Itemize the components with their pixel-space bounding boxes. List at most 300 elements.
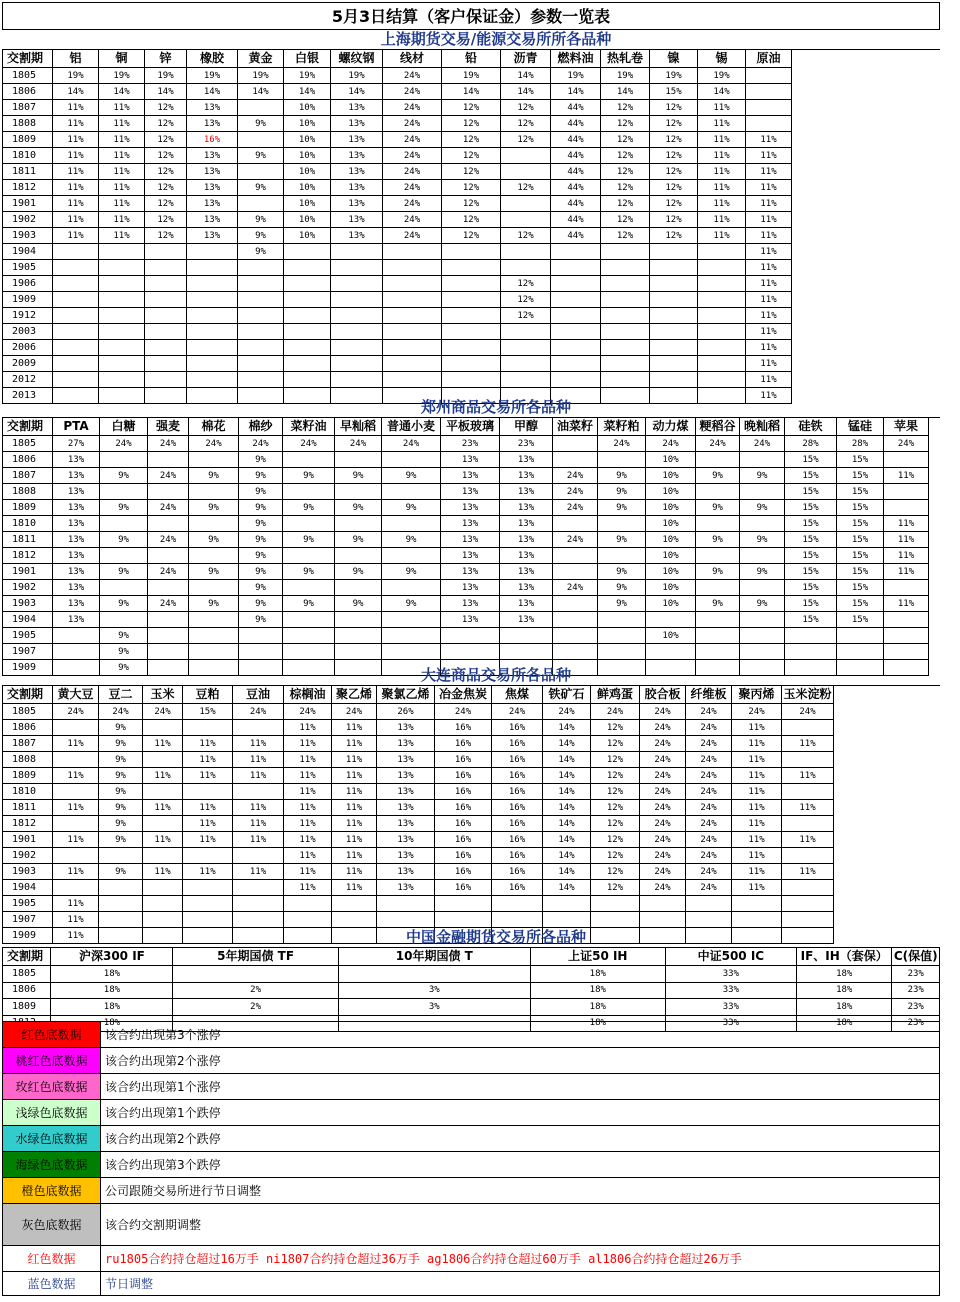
margin-cell: 9% [238, 228, 284, 244]
margin-cell: 11% [746, 276, 792, 292]
table-row [3, 704, 834, 720]
margin-cell: 11% [732, 848, 782, 864]
legend-row [3, 1272, 940, 1296]
legend-row [3, 1022, 940, 1048]
legend-description: 该合约交割期调整 [101, 1204, 940, 1246]
margin-cell [238, 340, 284, 356]
table-row [3, 800, 834, 816]
margin-cell: 16% [492, 752, 543, 768]
delivery-period: 1909 [3, 292, 53, 308]
table-row [3, 548, 929, 564]
margin-cell [383, 340, 442, 356]
margin-cell [100, 516, 148, 532]
margin-cell: 13% [187, 196, 238, 212]
margin-cell: 19% [601, 68, 650, 84]
margin-cell: 12% [591, 832, 640, 848]
margin-cell: 9% [598, 500, 646, 516]
margin-cell [183, 784, 233, 800]
legend-description: 该合约出现第2个跌停 [101, 1126, 940, 1152]
margin-cell: 33% [665, 966, 796, 983]
margin-cell [501, 340, 551, 356]
column-header: 铁矿石 [543, 686, 591, 704]
margin-cell [331, 324, 383, 340]
margin-cell: 24% [686, 768, 732, 784]
margin-cell [442, 292, 501, 308]
legend-description: 公司跟随交易所进行节日调整 [101, 1178, 940, 1204]
margin-cell: 11% [233, 800, 284, 816]
margin-cell: 9% [382, 532, 441, 548]
margin-cell: 9% [99, 816, 143, 832]
margin-cell: 11% [732, 720, 782, 736]
delivery-period: 1902 [3, 580, 53, 596]
margin-cell: 11% [732, 880, 782, 896]
shfe-margin-table [2, 30, 792, 404]
margin-cell [782, 784, 834, 800]
margin-cell: 10% [646, 596, 696, 612]
margin-cell: 16% [435, 800, 492, 816]
margin-cell [650, 308, 698, 324]
margin-cell: 11% [99, 116, 145, 132]
margin-cell [698, 244, 746, 260]
margin-cell [53, 752, 99, 768]
margin-cell [284, 356, 331, 372]
margin-cell [500, 644, 553, 660]
margin-cell: 28% [785, 436, 837, 452]
table-row [3, 356, 792, 372]
delivery-period: 1812 [3, 180, 53, 196]
margin-cell: 24% [640, 704, 686, 720]
margin-cell [543, 896, 591, 912]
margin-cell: 11% [183, 832, 233, 848]
margin-cell: 11% [332, 832, 377, 848]
column-header: 镍 [650, 50, 698, 68]
margin-cell [551, 340, 601, 356]
margin-cell: 12% [442, 100, 501, 116]
margin-cell: 44% [551, 228, 601, 244]
legend-swatch: 海绿色底数据 [3, 1152, 101, 1178]
margin-cell: 9% [238, 212, 284, 228]
cffex-section [2, 928, 940, 1029]
legend-row [3, 1178, 940, 1204]
margin-cell: 15% [837, 452, 884, 468]
margin-cell: 11% [332, 736, 377, 752]
margin-cell: 9% [239, 564, 283, 580]
margin-cell: 44% [551, 116, 601, 132]
table-row [3, 720, 834, 736]
margin-cell [189, 580, 239, 596]
margin-cell: 12% [145, 228, 187, 244]
column-header: 玉米淀粉 [782, 686, 834, 704]
column-header: 菜籽油 [283, 418, 335, 436]
margin-cell [492, 896, 543, 912]
margin-cell [442, 372, 501, 388]
margin-cell [148, 628, 189, 644]
margin-cell: 16% [435, 768, 492, 784]
margin-cell: 12% [442, 180, 501, 196]
column-header: 上证50 IH [530, 948, 665, 966]
margin-cell: 9% [740, 564, 785, 580]
margin-cell: 13% [53, 452, 100, 468]
margin-cell [696, 516, 740, 532]
margin-cell: 24% [383, 116, 442, 132]
margin-cell [696, 548, 740, 564]
delivery-period: 1806 [3, 84, 53, 100]
margin-cell: 11% [698, 180, 746, 196]
czce-margin-table [2, 398, 929, 676]
margin-cell [650, 372, 698, 388]
margin-cell: 10% [284, 196, 331, 212]
margin-cell: 24% [383, 68, 442, 84]
margin-cell: 14% [543, 768, 591, 784]
margin-cell: 14% [543, 832, 591, 848]
margin-cell [382, 484, 441, 500]
margin-cell: 13% [441, 596, 500, 612]
margin-cell: 24% [686, 880, 732, 896]
delivery-period: 1812 [3, 816, 53, 832]
margin-cell: 11% [183, 736, 233, 752]
margin-cell [553, 644, 598, 660]
margin-cell [145, 324, 187, 340]
margin-cell: 13% [500, 516, 553, 532]
margin-cell: 13% [53, 564, 100, 580]
margin-cell [284, 340, 331, 356]
margin-cell: 14% [543, 736, 591, 752]
margin-cell: 11% [284, 848, 332, 864]
margin-cell: 18% [796, 982, 892, 999]
dce-margin-table [2, 666, 834, 944]
margin-cell: 11% [746, 292, 792, 308]
margin-cell [740, 644, 785, 660]
margin-cell [640, 912, 686, 928]
margin-cell: 13% [331, 100, 383, 116]
column-header: 燃料油 [551, 50, 601, 68]
margin-cell: 9% [99, 736, 143, 752]
margin-cell [284, 244, 331, 260]
margin-cell: 11% [698, 148, 746, 164]
margin-cell [746, 68, 792, 84]
margin-cell: 24% [696, 436, 740, 452]
margin-cell: 11% [332, 784, 377, 800]
margin-cell: 14% [543, 848, 591, 864]
margin-cell [143, 816, 183, 832]
margin-cell: 18% [796, 999, 892, 1016]
margin-cell [543, 912, 591, 928]
delivery-period: 1907 [3, 912, 53, 928]
legend-row [3, 1074, 940, 1100]
margin-cell [283, 484, 335, 500]
margin-cell: 13% [53, 516, 100, 532]
margin-cell: 9% [696, 468, 740, 484]
table-row [3, 752, 834, 768]
table-row [3, 452, 929, 468]
margin-cell: 9% [335, 564, 382, 580]
margin-cell: 11% [53, 928, 99, 944]
margin-cell [238, 308, 284, 324]
margin-cell: 24% [640, 816, 686, 832]
column-header: 铅 [442, 50, 501, 68]
table-row [3, 896, 834, 912]
margin-cell: 9% [238, 148, 284, 164]
margin-cell [189, 548, 239, 564]
delivery-period: 1811 [3, 532, 53, 548]
margin-cell [335, 644, 382, 660]
margin-cell: 19% [650, 68, 698, 84]
margin-cell [53, 260, 99, 276]
margin-cell: 2% [173, 999, 338, 1016]
margin-cell: 12% [145, 132, 187, 148]
margin-cell: 11% [732, 816, 782, 832]
margin-cell: 11% [233, 752, 284, 768]
margin-cell: 9% [99, 832, 143, 848]
delivery-period: 1808 [3, 484, 53, 500]
margin-cell [145, 340, 187, 356]
margin-cell: 9% [239, 596, 283, 612]
margin-cell [238, 276, 284, 292]
margin-cell [148, 548, 189, 564]
margin-cell: 9% [696, 532, 740, 548]
margin-cell [283, 516, 335, 532]
column-header: PTA [53, 418, 100, 436]
margin-cell [53, 720, 99, 736]
margin-cell [148, 612, 189, 628]
margin-cell: 13% [53, 532, 100, 548]
margin-cell: 9% [100, 564, 148, 580]
margin-cell: 9% [238, 116, 284, 132]
margin-cell: 14% [501, 84, 551, 100]
margin-cell [284, 292, 331, 308]
margin-cell: 15% [785, 612, 837, 628]
margin-cell: 11% [53, 164, 99, 180]
margin-cell [284, 308, 331, 324]
margin-cell [501, 164, 551, 180]
margin-cell: 12% [442, 196, 501, 212]
table-row [3, 966, 940, 983]
delivery-period: 1905 [3, 260, 53, 276]
margin-cell: 16% [492, 864, 543, 880]
margin-cell [601, 308, 650, 324]
margin-cell: 12% [442, 212, 501, 228]
margin-cell: 11% [332, 800, 377, 816]
margin-cell: 9% [598, 484, 646, 500]
margin-cell: 15% [785, 596, 837, 612]
margin-cell [239, 628, 283, 644]
margin-cell: 11% [53, 832, 99, 848]
margin-cell [884, 484, 929, 500]
margin-cell: 16% [435, 864, 492, 880]
table-row [3, 84, 792, 100]
margin-cell [441, 628, 500, 644]
column-header: 油菜籽 [553, 418, 598, 436]
legend-description: 节日调整 [101, 1272, 940, 1296]
margin-cell [782, 880, 834, 896]
margin-cell: 10% [646, 580, 696, 596]
margin-cell: 13% [441, 564, 500, 580]
margin-cell: 24% [383, 196, 442, 212]
margin-cell: 15% [785, 516, 837, 532]
column-header: 中证500 IC [665, 948, 796, 966]
margin-cell: 13% [187, 180, 238, 196]
margin-cell: 9% [283, 468, 335, 484]
legend-table [2, 1021, 940, 1296]
margin-cell [884, 500, 929, 516]
margin-cell: 13% [187, 148, 238, 164]
margin-cell: 13% [377, 864, 435, 880]
margin-cell: 9% [598, 580, 646, 596]
column-header: 聚氯乙烯 [377, 686, 435, 704]
margin-cell: 16% [187, 132, 238, 148]
margin-cell [740, 452, 785, 468]
margin-cell: 11% [746, 132, 792, 148]
delivery-period: 1901 [3, 196, 53, 212]
margin-cell: 13% [331, 180, 383, 196]
margin-cell [148, 452, 189, 468]
margin-cell: 11% [284, 768, 332, 784]
margin-cell [698, 260, 746, 276]
column-header: 黄大豆 [53, 686, 99, 704]
margin-cell: 13% [53, 468, 100, 484]
margin-cell [650, 340, 698, 356]
margin-cell: 16% [492, 832, 543, 848]
margin-cell [99, 292, 145, 308]
table-row [3, 164, 792, 180]
margin-cell [187, 372, 238, 388]
column-header: 铜 [99, 50, 145, 68]
margin-cell: 11% [884, 468, 929, 484]
margin-cell: 15% [837, 516, 884, 532]
margin-cell: 12% [601, 196, 650, 212]
margin-cell [782, 896, 834, 912]
margin-cell: 13% [500, 532, 553, 548]
margin-cell: 15% [785, 580, 837, 596]
margin-cell: 24% [553, 580, 598, 596]
margin-cell: 24% [383, 180, 442, 196]
margin-cell [601, 276, 650, 292]
margin-cell: 11% [284, 880, 332, 896]
margin-cell: 9% [696, 596, 740, 612]
delivery-period: 1904 [3, 612, 53, 628]
margin-cell: 24% [383, 100, 442, 116]
margin-cell: 11% [884, 516, 929, 532]
margin-cell [698, 292, 746, 308]
margin-cell: 24% [99, 704, 143, 720]
margin-cell [732, 896, 782, 912]
margin-cell: 12% [601, 164, 650, 180]
margin-cell: 19% [238, 68, 284, 84]
margin-cell: 24% [148, 436, 189, 452]
margin-cell: 9% [598, 596, 646, 612]
column-header: 锰硅 [837, 418, 884, 436]
margin-cell: 24% [640, 768, 686, 784]
margin-cell: 18% [796, 1015, 892, 1032]
margin-cell: 13% [187, 228, 238, 244]
margin-cell [189, 612, 239, 628]
table-row [3, 564, 929, 580]
margin-cell [650, 244, 698, 260]
table-row [3, 982, 940, 999]
margin-cell: 11% [698, 116, 746, 132]
cffex-margin-table [2, 928, 940, 1032]
margin-cell: 13% [441, 516, 500, 532]
margin-cell: 18% [51, 966, 173, 983]
margin-cell [884, 580, 929, 596]
margin-cell: 24% [686, 848, 732, 864]
delivery-period: 2003 [3, 324, 53, 340]
margin-cell: 11% [782, 800, 834, 816]
margin-cell: 11% [53, 896, 99, 912]
delivery-period: 1903 [3, 228, 53, 244]
table-row [3, 180, 792, 196]
margin-cell: 10% [284, 228, 331, 244]
margin-cell: 24% [553, 468, 598, 484]
czce-section [2, 398, 940, 673]
margin-cell [435, 912, 492, 928]
margin-cell [553, 612, 598, 628]
margin-cell [233, 880, 284, 896]
margin-cell: 12% [442, 132, 501, 148]
margin-cell: 13% [441, 500, 500, 516]
margin-cell: 24% [553, 500, 598, 516]
margin-cell [553, 452, 598, 468]
margin-cell: 24% [239, 436, 283, 452]
margin-cell [640, 896, 686, 912]
margin-cell: 24% [686, 864, 732, 880]
legend-swatch: 红色底数据 [3, 1022, 101, 1048]
margin-cell: 14% [543, 880, 591, 896]
margin-cell: 10% [646, 500, 696, 516]
margin-cell: 11% [332, 864, 377, 880]
margin-cell: 11% [53, 228, 99, 244]
margin-cell [233, 848, 284, 864]
margin-cell: 11% [884, 596, 929, 612]
margin-cell: 24% [640, 752, 686, 768]
margin-cell: 11% [746, 148, 792, 164]
margin-cell: 10% [284, 132, 331, 148]
margin-cell: 24% [492, 704, 543, 720]
margin-cell: 23% [500, 436, 553, 452]
margin-cell [145, 308, 187, 324]
margin-cell [187, 244, 238, 260]
margin-cell: 11% [183, 816, 233, 832]
margin-cell: 11% [53, 132, 99, 148]
table-row [3, 116, 792, 132]
margin-cell: 24% [435, 704, 492, 720]
margin-cell [332, 896, 377, 912]
table-row [3, 999, 940, 1016]
margin-cell [331, 260, 383, 276]
margin-cell: 9% [382, 564, 441, 580]
margin-cell: 24% [148, 564, 189, 580]
margin-cell: 15% [837, 612, 884, 628]
margin-cell [601, 292, 650, 308]
margin-cell: 14% [543, 800, 591, 816]
margin-cell: 9% [239, 452, 283, 468]
margin-cell [377, 896, 435, 912]
margin-cell: 13% [500, 500, 553, 516]
margin-cell [99, 308, 145, 324]
legend-row [3, 1246, 940, 1272]
margin-cell [233, 912, 284, 928]
margin-cell [740, 484, 785, 500]
margin-cell: 24% [148, 468, 189, 484]
table-row [3, 132, 792, 148]
margin-cell: 24% [640, 832, 686, 848]
margin-cell: 9% [335, 532, 382, 548]
margin-cell: 11% [698, 228, 746, 244]
margin-cell: 11% [99, 180, 145, 196]
margin-cell: 24% [283, 436, 335, 452]
table-row [3, 148, 792, 164]
margin-cell: 12% [601, 212, 650, 228]
